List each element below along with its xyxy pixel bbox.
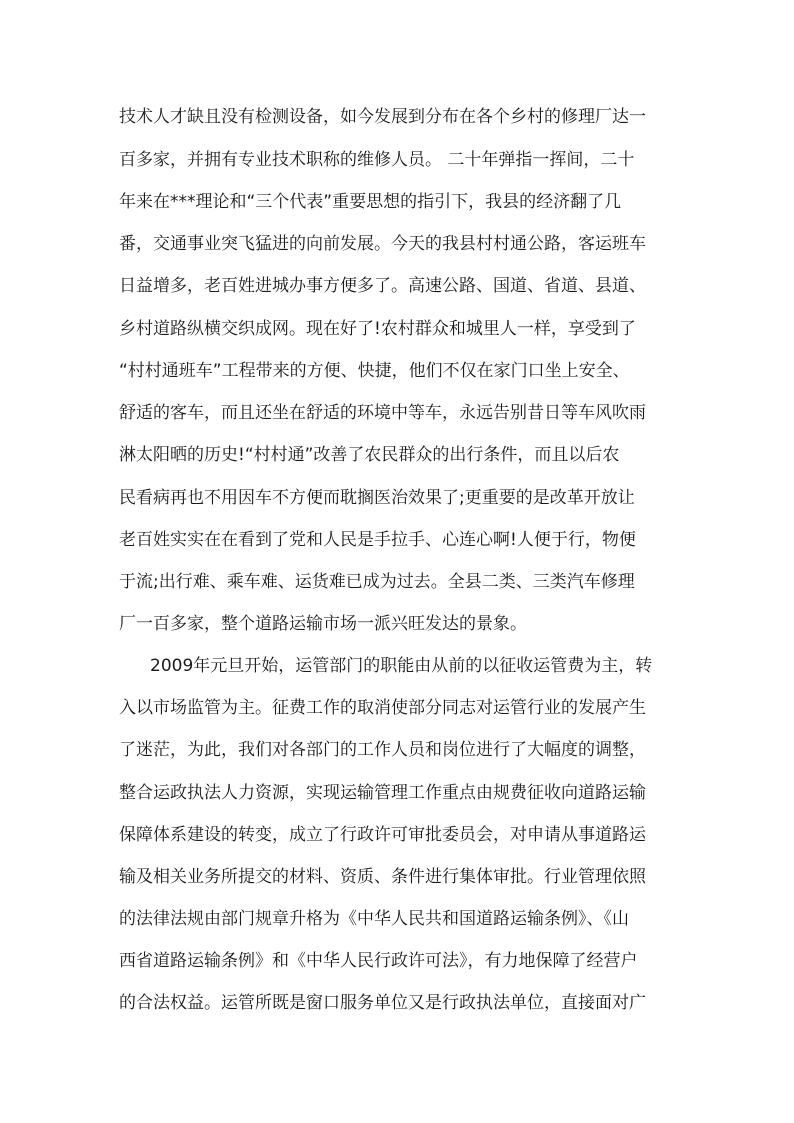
text-line: 西省道路运输条例》和《中华人民行政许可法》，有力地保障了经营户 [119,951,638,971]
text-line: 输及相关业务所提交的材料、资质、条件进行集体审批。行业管理依照 [119,867,646,887]
text-line: 2009年元旦开始，运管部门的职能由从前的以征收运管费为主，转 [150,656,653,676]
text-line: 厂一百多家，整个道路运输市场一派兴旺发达的景象。 [119,614,527,634]
text-line: 整合运政执法人力资源，实现运输管理工作重点由规费征收向道路运输 [119,783,646,803]
text-line: 舒适的客车，而且还坐在舒适的环境中等车，永远告别昔日等车风吹雨 [119,403,646,423]
text-line: 百多家，并拥有专业技术职称的维修人员。 二十年弹指一挥间，二十 [119,150,635,170]
text-line: 于流;出行难、乘车难、运货难已成为过去。全县二类、三类汽车修理 [119,572,635,592]
text-line: 年来在***理论和“三个代表”重要思想的指引下，我县的经济翻了几 [119,192,622,212]
text-line: 技术人才缺且没有检测设备，如今发展到分布在各个乡村的修理厂达一 [119,107,646,127]
text-line: 入以市场监管为主。征费工作的取消使部分同志对运管行业的发展产生 [119,698,646,718]
text-line: 淋太阳晒的历史!“村村通”改善了农民群众的出行条件，而且以后农 [119,445,620,465]
text-line: 的合法权益。运管所既是窗口服务单位又是行政执法单位，直接面对广 [119,993,646,1013]
text-line: “村村通班车”工程带来的方便、快捷，他们不仅在家门口坐上安全、 [119,361,630,381]
text-line: 日益增多，老百姓进城办事方便多了。高速公路、国道、省道、县道、 [119,276,646,296]
text-line: 老百姓实实在在看到了党和人民是手拉手、心连心啊!人便于行，物便 [119,530,636,550]
text-line: 了迷茫，为此，我们对各部门的工作人员和岗位进行了大幅度的调整， [119,740,646,760]
text-line: 番，交通事业突飞猛进的向前发展。今天的我县村村通公路，客运班车 [119,234,646,254]
text-line: 的法律法规由部门规章升格为《中华人民共和国道路运输条例》、《山 [119,909,629,929]
text-line: 乡村道路纵横交织成网。现在好了!农村群众和城里人一样，享受到了 [119,319,636,339]
text-line: 保障体系建设的转变，成立了行政许可审批委员会，对申请从事道路运 [119,825,646,845]
text-line: 民看病再也不用因车不方便而耽搁医治效果了;更重要的是改革开放让 [119,488,635,508]
